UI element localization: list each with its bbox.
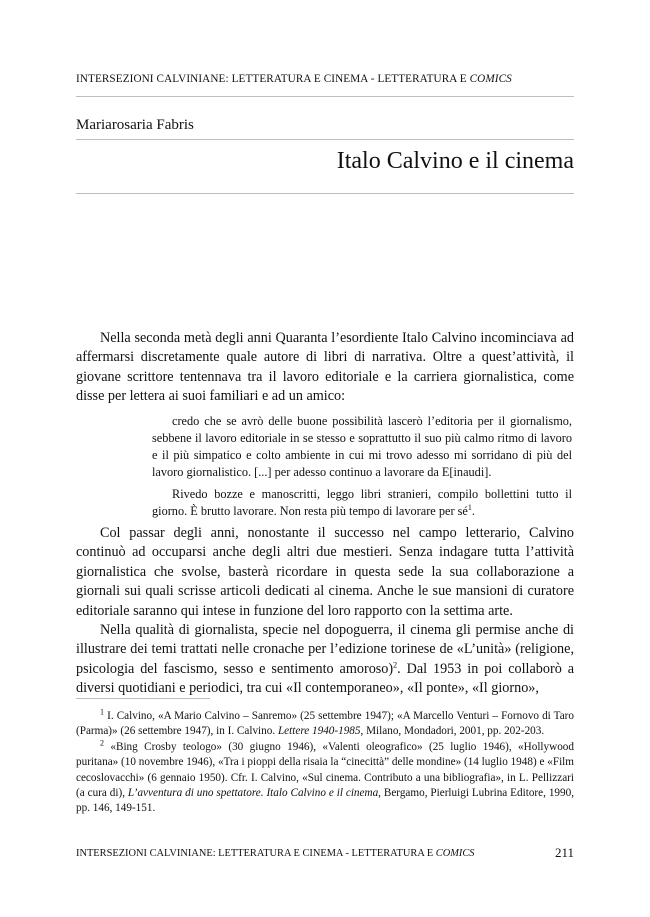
quote-paragraph-1: credo che se avrò delle buone possibilità lascerò l’editoria per il giornalismo, sebbene il lavoro editoriale in se stesso e soprattutto il suo più calmo ritmo di lavoro e il più simpatico e colto ambiente in cui mi trovo adesso mi sorridano di più del lavoro giornalistico. [...] per adesso continuo a lavorare da E[inaudi]. (152, 414, 572, 479)
footnote-2-number: 2 (100, 738, 104, 748)
author-rule (76, 139, 574, 140)
footnote-2 (76, 740, 574, 817)
footnote-1-number: 1 (100, 707, 104, 717)
footnote-2-text-b: , Bergamo, Pierluigi Lubrina Editore, 1990, pp. 146, 149-151. (76, 787, 574, 815)
intro-paragraph-text: Nella seconda metà degli anni Quaranta l’esordiente Italo Calvino incominciava ad affermarsi discretamente quale autore di libri di narrativa. Oltre a quest’attività, il giovane scrittore tentennava tra il lavoro editoriale e la carriera giornalistica, come disse per lettera ai suoi familiari e ad un amico: (76, 330, 574, 405)
paragraph-3-after: . Dal 1953 in poi collaborò a diversi quotidiani e periodici, tra cui «Il contemporaneo», «Il ponte», «Il giorno», (76, 660, 574, 697)
footnote-1-text-a: I. Calvino, «A Mario Calvino – Sanremo» (25 settembre 1947); «A Marcello Venturi – Fornovo di Taro (Parma)» (26 settembre 1947), in I. Calvino. (76, 710, 575, 738)
running-foot-text: INTERSEZIONI CALVINIANE: LETTERATURA E CINEMA - LETTERATURA E (76, 848, 436, 859)
block-quote (152, 413, 572, 520)
running-foot-italic: COMICS (435, 848, 475, 859)
quote-paragraph-2-text: Rivedo bozze e manoscritti, leggo libri stranieri, compilo bollettini tutto il giorno. È brutto lavorare. Non resta più tempo di lavorare per sé (152, 487, 572, 518)
paragraph-2: Col passar degli anni, nonostante il successo nel campo letterario, Calvino continuò ad occuparsi anche degli altri due mestieri. Senza indagare tutta l’attività giornalistica che svolse, basterà ricordare in questa sede la sua collaborazione a giornali sui quali scrisse articoli dedicati al cinema. Anche le sue mansioni di curatore editoriale saranno qui intese in funzione del loro rapporto con la settima arte. (76, 525, 574, 619)
running-foot (76, 848, 574, 859)
footnote-ref-2[interactable]: 2 (393, 660, 398, 670)
footnote-1 (76, 709, 574, 740)
intro-paragraph (76, 329, 574, 407)
body-paragraphs (76, 524, 574, 699)
footnote-1-text-b: , Milano, Mondadori, 2001, pp. 202-203. (360, 725, 545, 738)
running-head-text: INTERSEZIONI CALVINIANE: LETTERATURA E CINEMA - LETTERATURA E (76, 73, 470, 85)
paragraph-3-before: Nella qualità di giornalista, specie nel dopoguerra, il cinema gli permise anche di illustrare dei temi trattati nelle cronache per l’edizione torinese de «L’unità» (religione, psicologia del fascismo, sesso e sentimento amoroso) (76, 622, 574, 677)
footnote-separator (76, 698, 210, 699)
footnotes (76, 709, 574, 817)
paragraph-3 (76, 621, 574, 699)
footnote-2-italic: L’avventura di uno spettatore. Italo Calvino e il cinema (127, 787, 379, 800)
footnote-2-text-a: «Bing Crosby teologo» (30 giugno 1946), «Valenti oleografico» (25 luglio 1946), «Hollywood puritana» (10 novembre 1946), «Tra i pioppi della risaia la “cinecittà” delle mondine» (14 luglio 1948) e «Film cecoslovacchi» (6 gennaio 1950). Cfr. I. Calvino, «Sul cinema. Contributo a una bibliografia», in L. Pellizzari (a cura di), (76, 740, 574, 800)
title-rule (76, 193, 574, 194)
quote-paragraph-2: Rivedo bozze e manoscritti, leggo libri stranieri, compilo bollettini tutto il giorno. È brutto lavorare. Non resta più tempo di lavorare per $sé^1$. (152, 487, 572, 518)
article-title: Italo Calvino e il cinema (336, 148, 574, 174)
footnote-1-italic: Lettere 1940-1985 (277, 725, 361, 738)
header-rule (76, 96, 574, 97)
running-head-italic: COMICS (469, 73, 512, 85)
footnote-ref-1[interactable]: 1 (467, 502, 472, 512)
author-name: Mariarosaria Fabris (76, 117, 194, 133)
page-number: 211 (554, 845, 574, 860)
running-head (76, 73, 574, 85)
